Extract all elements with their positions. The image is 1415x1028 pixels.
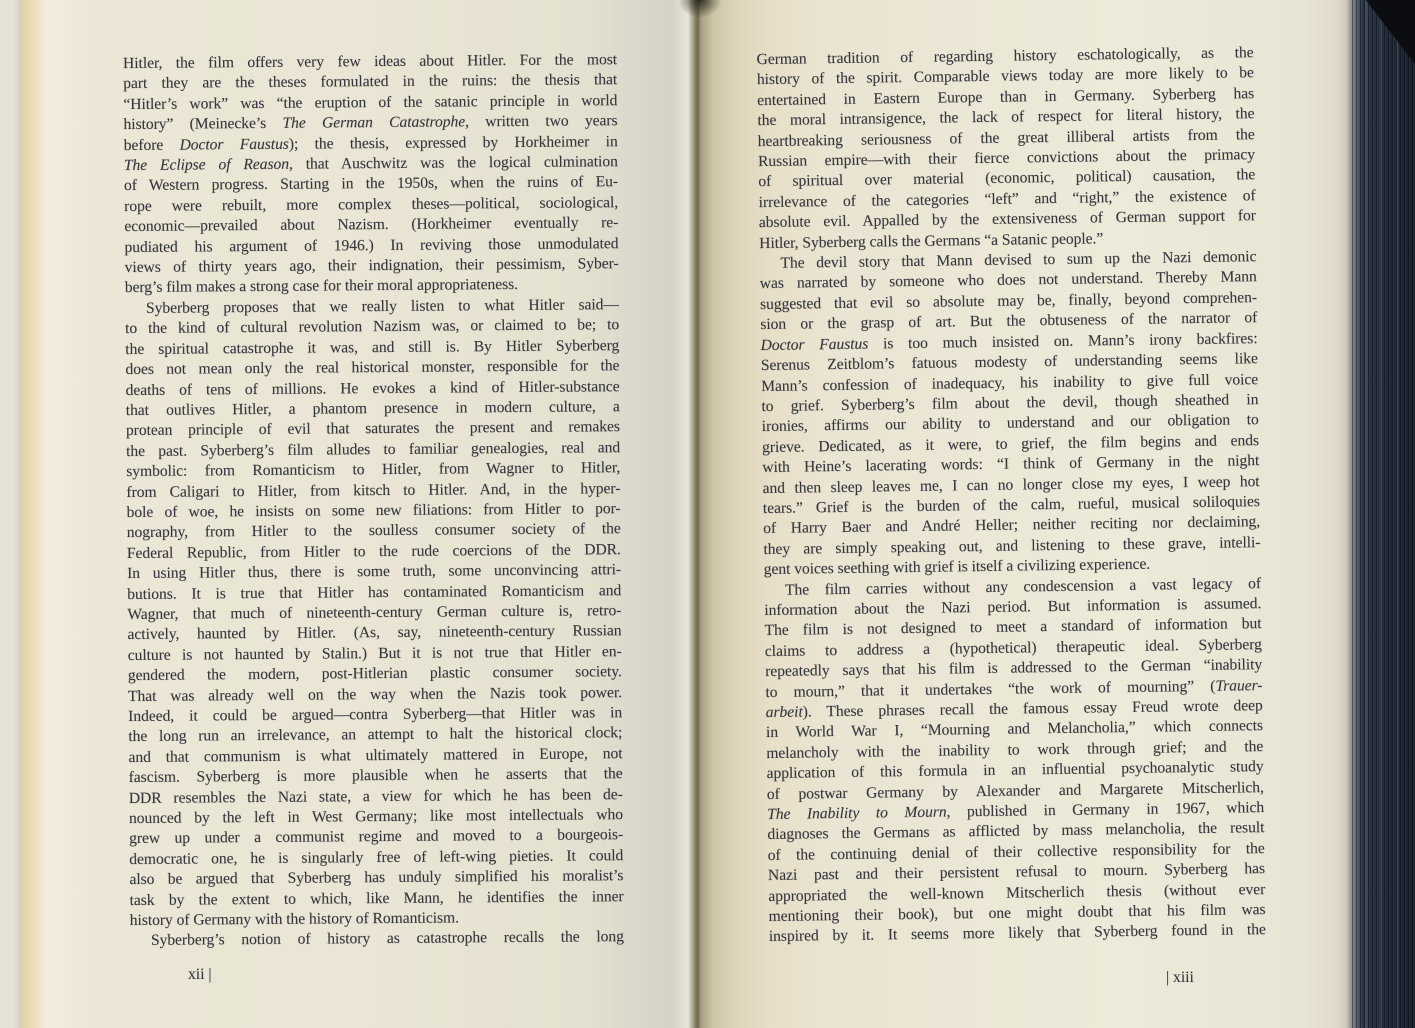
text-line: suggested that evil so absolute may be, finally, beyond comprehen-	[759, 288, 1258, 313]
text-line: of the continuing denial of their collective responsibility for the	[767, 839, 1265, 864]
text-line: grieve. Dedicated, as it were, to grief, the film begins and ends	[761, 431, 1260, 456]
text-line: Doctor Faustus is too much insisted on. Mann’s irony backfires:	[760, 329, 1258, 354]
text-line: entertained in Eastern Europe than in Germany. Syberberg has	[757, 84, 1255, 109]
text-line: appropriated the well-known Mitscherlich thesis (without ever	[768, 880, 1266, 905]
text-line: fascism. Syberberg is more plausible when he asserts that the	[128, 765, 623, 787]
text-line: “Hitler’s work” was “the eruption of the satanic principle in world	[123, 91, 618, 113]
text-line: Hitler, the film offers very few ideas about Hitler. For the most	[122, 51, 618, 73]
text-line: symbolic: from Romanticism to Hitler, from Wagner to Hitler,	[126, 459, 621, 481]
text-line: diagnoses the Germans as afflicted by mass melancholia, the result	[767, 819, 1265, 844]
right-page-text	[756, 43, 1265, 948]
text-line: Hitler, Syberberg calls the Germans “a Satanic people.”	[759, 229, 1104, 252]
text-line: grew up under a communist regime and moved to a bourgeois-	[129, 826, 624, 848]
text-line: the moral intransigence, the lack of respect for literal history, the	[757, 105, 1255, 130]
text-line: mentioning their book), but one might doubt that his film was	[768, 901, 1266, 926]
text-line: of postwar Germany by Alexander and Margarete Mitscherlich,	[766, 778, 1264, 803]
text-line: Nazi past and their persistent refusal to mourn. Syberberg has	[767, 860, 1266, 885]
left-page-number: xii |	[188, 966, 212, 983]
text-line: the past. Syberberg’s film alludes to familiar genealogies, real and	[126, 438, 621, 460]
text-line: berg’s film makes a strong case for their moral appropriateness.	[124, 276, 519, 297]
text-line: bole of woe, he insists on some new filiations: from Hitler to por-	[126, 500, 621, 521]
text-line: before Doctor Faustus); the thesis, expressed by Horkheimer in	[123, 132, 618, 154]
text-line: gendered the modern, post-Hitlerian plastic consumer society.	[127, 663, 622, 685]
text-line: rope were rebuilt, more complex theses—political, sociological,	[124, 193, 619, 215]
text-line: The Eclipse of Reason, that Auschwitz was the logical culmination	[123, 153, 618, 175]
text-line: butions. It is true that Hitler has contaminated Romanticism and	[127, 581, 622, 603]
text-line: culture is not haunted by Stalin.) But it is not true that Hitler en-	[127, 642, 622, 664]
text-line: Wagner, that much of nineteenth-century German culture is, retro-	[127, 602, 622, 623]
text-line: gent voices seething with grief is itself a civilizing experience.	[763, 555, 1151, 579]
text-line: history” (Meinecke’s The German Catastrophe, written two years	[123, 112, 618, 134]
text-line: inspired by it. It seems more likely that Syberberg found in the	[768, 921, 1266, 946]
text-line: Russian empire—with their fierce convictions about the primacy	[757, 146, 1256, 171]
text-line: to mourn,” that it undertakes “the work of mourning” (Trauer-	[765, 676, 1263, 701]
text-line: they are simply speaking out, and listening to these grave, intelli-	[763, 533, 1261, 558]
text-line: was narrated by someone who does not understand. Thereby Mann	[759, 268, 1257, 293]
gutter-shadow	[676, 0, 724, 24]
text-line: German tradition of regarding history eschatologically, as the	[756, 44, 1254, 69]
text-line: arbeit). These phrases recall the famous essay Freud wrote deep	[765, 697, 1263, 722]
text-line: melancholy with the inability to work through grief; and the	[766, 737, 1264, 762]
text-line: Federal Republic, from Hitler to the rude coercions of the DDR.	[126, 540, 621, 562]
text-line: actively, haunted by Hitler. (As, say, nineteenth-century Russian	[127, 622, 622, 644]
text-line: economic—prevailed about Nazism. (Horkheimer eventually re-	[124, 214, 619, 236]
text-line: with Heine’s lacerating words: “I think of Germany in the night	[762, 452, 1260, 477]
text-line: nounced by the left in West Germany; like most intellectuals who	[128, 806, 624, 828]
text-line: information about the Nazi period. But information is assumed.	[764, 595, 1262, 620]
text-line: deaths of tens of millions. He evokes a kind of Hitler-substance	[125, 377, 620, 399]
text-line: from Caligari to Hitler, from kitsch to Hitler. And, in the hyper-	[126, 479, 621, 501]
text-line: tears.” Grief is the burden of the calm, rueful, musical soliloquies	[762, 493, 1260, 517]
text-line: The film is not designed to meet a standard of information but	[764, 615, 1262, 640]
text-line: Serenus Zeitblom’s fatuous modesty of understanding seems like	[760, 350, 1258, 375]
text-line: claims to address a (hypothetical) therapeutic ideal. Syberberg	[764, 635, 1262, 660]
text-line: Indeed, it could be argued—contra Syberberg—that Hitler was in	[128, 704, 623, 726]
text-line: In using Hitler thus, there is some truth, some unconvincing attri-	[126, 561, 622, 583]
text-line: ironies, affirms our ability to understand and our obligation to	[761, 411, 1259, 436]
text-line: does not mean only the real historical monster, responsible for the	[125, 357, 620, 379]
text-line: irrelevance of the categories “left” and “right,” the existence of	[758, 186, 1256, 211]
text-line: Syberberg’s notion of history as catastrophe recalls the long	[150, 928, 624, 950]
text-line: history of Germany with the history of Romanticism.	[129, 909, 460, 930]
left-page-text	[123, 50, 624, 952]
text-line: The devil story that Mann devised to sum up the Nazi demonic	[780, 248, 1257, 272]
text-line: Mann’s confession of inadequacy, his inability to give full voice	[761, 370, 1259, 395]
text-line: heartbreaking seriousness of the great illiberal artists from the	[757, 125, 1255, 150]
text-line: that outlives Hitler, a phantom presence in modern culture, a	[125, 398, 620, 419]
text-line: absolute evil. Appalled by the extensiveness of German support for	[758, 207, 1256, 232]
text-line: of spiritual over material (economic, political) causation, the	[758, 166, 1256, 191]
text-line: nography, from Hitler to the soulless consumer society of the	[126, 520, 621, 542]
text-line: history of the spirit. Comparable views today are more likely to be	[756, 64, 1254, 89]
text-line: and that communism is what ultimately mattered in Europe, not	[128, 744, 623, 766]
text-line: protean principle of evil that saturates the present and remakes	[125, 418, 620, 440]
text-line: the spiritual catastrophe it was, and still is. By Hitler Syberberg	[125, 336, 620, 358]
text-line: pudiated his argument of 1946.) In reviving those unmodulated	[124, 234, 619, 256]
right-page-number: | xiii	[1166, 969, 1194, 986]
text-line: application of this formula in an influential psychoanalytic study	[766, 758, 1264, 783]
text-line: in World War I, “Mourning and Melancholia,” which connects	[765, 717, 1264, 742]
fore-edge-pages	[1352, 0, 1415, 1028]
text-line: views of thirty years ago, their indignation, their pessimism, Syber-	[124, 255, 619, 277]
text-line: part they are the theses formulated in the ruins: the thesis that	[123, 71, 618, 93]
text-line: That was already well on the way when the Nazis took power.	[127, 683, 623, 705]
text-line: The Inability to Mourn, published in Germany in 1967, which	[767, 799, 1265, 824]
text-line: task by the extent to which, like Mann, he identifies the inner	[129, 887, 624, 909]
text-line: DDR resembles the Nazi state, a view for which he has been de-	[128, 785, 623, 807]
text-line: The film carries without any condescension a vast legacy of	[784, 574, 1262, 599]
text-line: democratic one, he is singularly free of left-wing pieties. It could	[129, 846, 624, 868]
text-line: of Western progress. Starting in the 1950s, when the ruins of Eu-	[123, 173, 619, 195]
text-line: sion or the grasp of art. But the obtuseness of the narrator of	[760, 309, 1258, 334]
text-line: of Harry Baer and André Heller; neither reciting nor declaiming,	[763, 513, 1261, 538]
text-line: Syberberg proposes that we really listen to what Hitler said—	[145, 296, 619, 317]
text-line: repeatedly says that his film is addressed to the German “inability	[765, 656, 1263, 681]
text-line: also be argued that Syberberg has unduly simplified his moralist’s	[129, 867, 624, 889]
text-line: to grief. Syberberg’s film about the devil, though sheathed in	[761, 391, 1259, 415]
text-line: and then sleep leaves me, I can no longer close my eyes, I weep hot	[762, 472, 1260, 497]
text-line: to the kind of cultural revolution Nazism was, or claimed to be; to	[125, 316, 620, 338]
text-line: the long run an irrelevance, an attempt to halt the historical clock;	[128, 724, 623, 746]
